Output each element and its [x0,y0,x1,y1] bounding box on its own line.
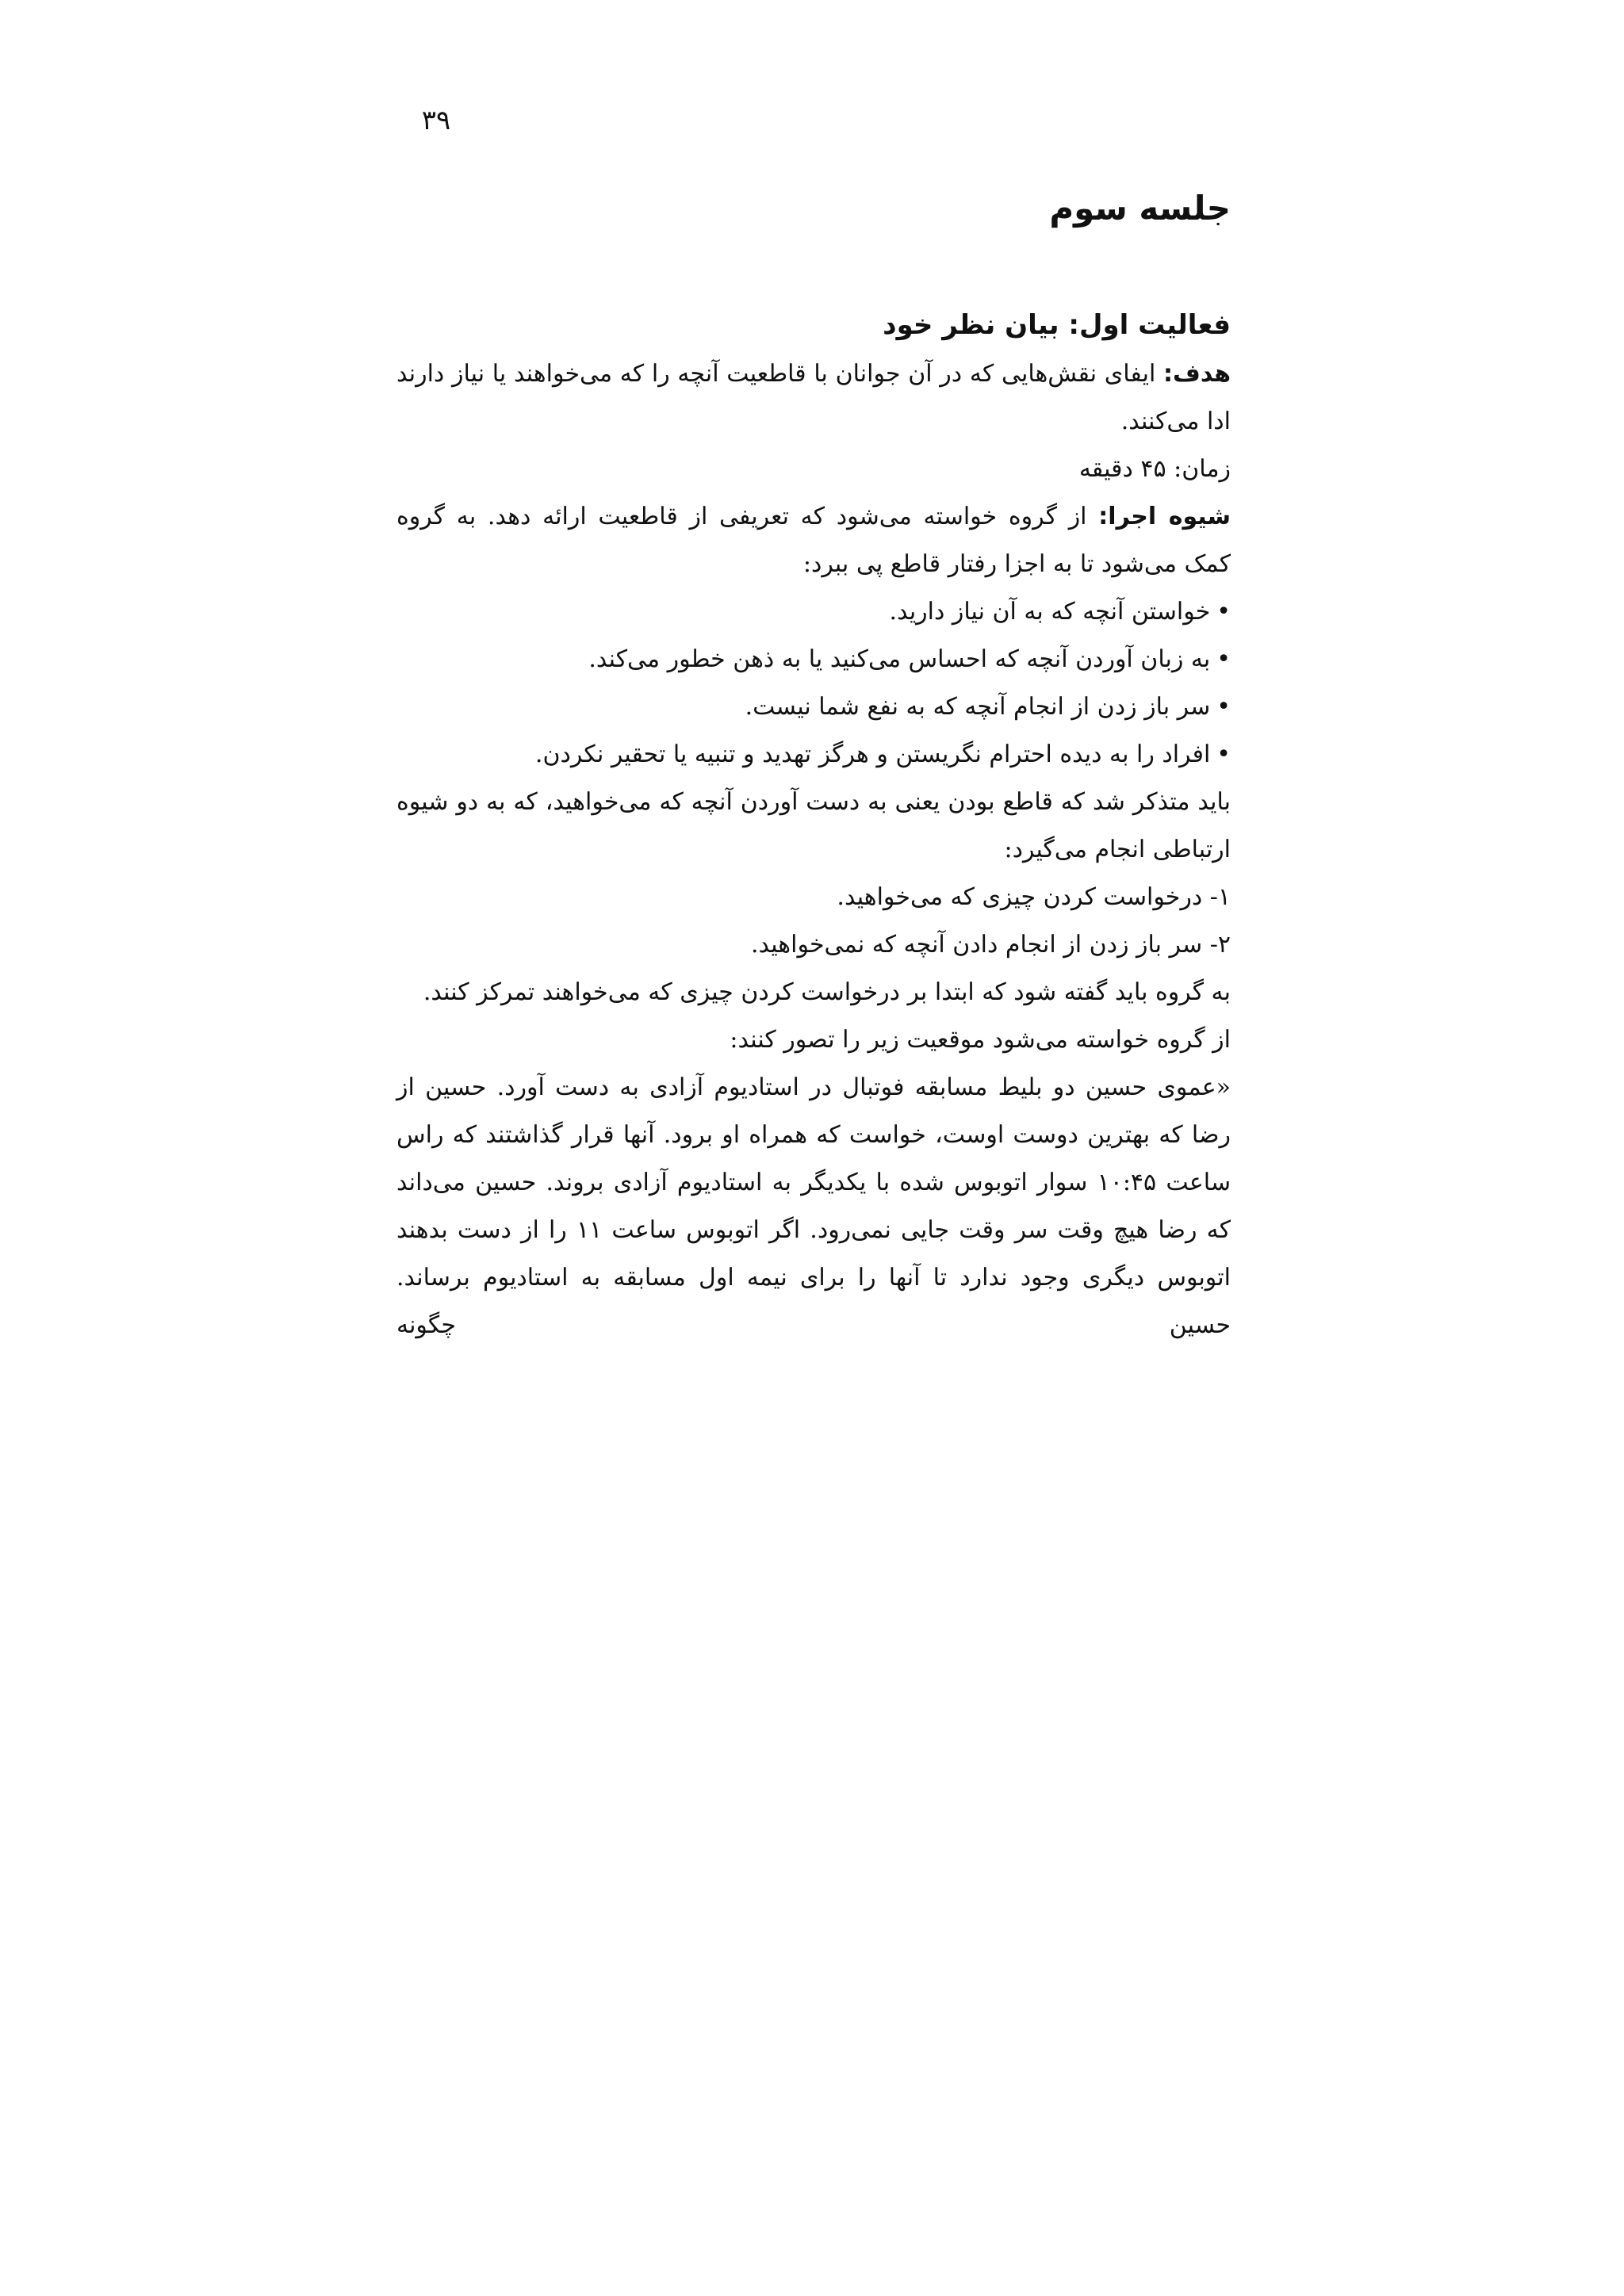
focus-paragraph: به گروه باید گفته شود که ابتدا بر درخواست کردن چیزی که می‌خواهند تمرکز کنند. [423,978,1231,1006]
list-item: ۱- درخواست کردن چیزی که می‌خواهید. [837,883,1231,911]
activity-title: فعالیت اول: بیان نظر خود [883,309,1231,341]
goal-paragraph [396,350,1231,446]
note-paragraph: باید متذکر شد که قاطع بودن یعنی به دست آوردن آنچه که می‌خواهید، که به دو شیوه ارتباطی انجام می‌گیرد: [396,788,1231,863]
list-item: ۲- سر باز زدن از انجام دادن آنچه که نمی‌خواهید. [750,931,1231,959]
bullet-icon: • [1216,740,1231,768]
bullet-icon: • [1216,598,1231,626]
page-content [396,181,1231,1349]
scenario-story: «عموی حسین دو بلیط مسابقه فوتبال در استادیوم آزادی به دست آورد. حسین از رضا که بهترین دوست اوست، خواست که همراه او برود. آنها قرار گذاشتند که راس ساعت ۱۰:۴۵ سوار اتوبوس شده با یکدیگر به استادیوم آزادی بروند. حسین می‌داند که رضا هیچ وقت سر وقت جایی نمی‌رود. اگر اتوبوس ساعت ۱۱ را از دست بدهند اتوبوس دیگری وجود ندارد تا آنها را برای نیمه اول مسابقه به استادیوم برساند. حسین چگونه [396,1073,1231,1339]
goal-text: ایفای نقش‌هایی که در آن جوانان با قاطعیت آنچه را که می‌خواهند یا نیاز دارند ادا می‌کنند. [396,360,1231,435]
method-label: شیوه اجرا: [1098,503,1231,530]
session-title: جلسه سوم [1049,189,1231,228]
goal-label: هدف: [1163,360,1231,388]
list-item: •به زبان آوردن آنچه که احساس می‌کنید یا به ذهن خطور می‌کند. [588,645,1231,673]
list-item: •سر باز زدن از انجام آنچه که به نفع شما نیست. [745,693,1231,721]
time-paragraph: زمان: ۴۵ دقیقه [1078,455,1231,483]
scenario-intro: از گروه خواسته می‌شود موقعیت زیر را تصور کنند: [730,1026,1231,1054]
page-number: ۳۹ [421,105,451,136]
list-item: •افراد را به دیده احترام نگریستن و هرگز تهدید و تنبیه یا تحقیر نکردن. [534,740,1231,768]
list-item: •خواستن آنچه که به آن نیاز دارید. [889,598,1231,626]
method-text: از گروه خواسته می‌شود که تعریفی از قاطعیت ارائه دهد. به گروه کمک می‌شود تا به اجزا رفتار قاطع پی ببرد: [396,503,1231,578]
assertive-components-list [396,588,1231,779]
bullet-icon: • [1216,693,1231,721]
communication-methods-list [396,874,1231,969]
method-paragraph [396,493,1231,588]
bullet-icon: • [1216,645,1231,673]
